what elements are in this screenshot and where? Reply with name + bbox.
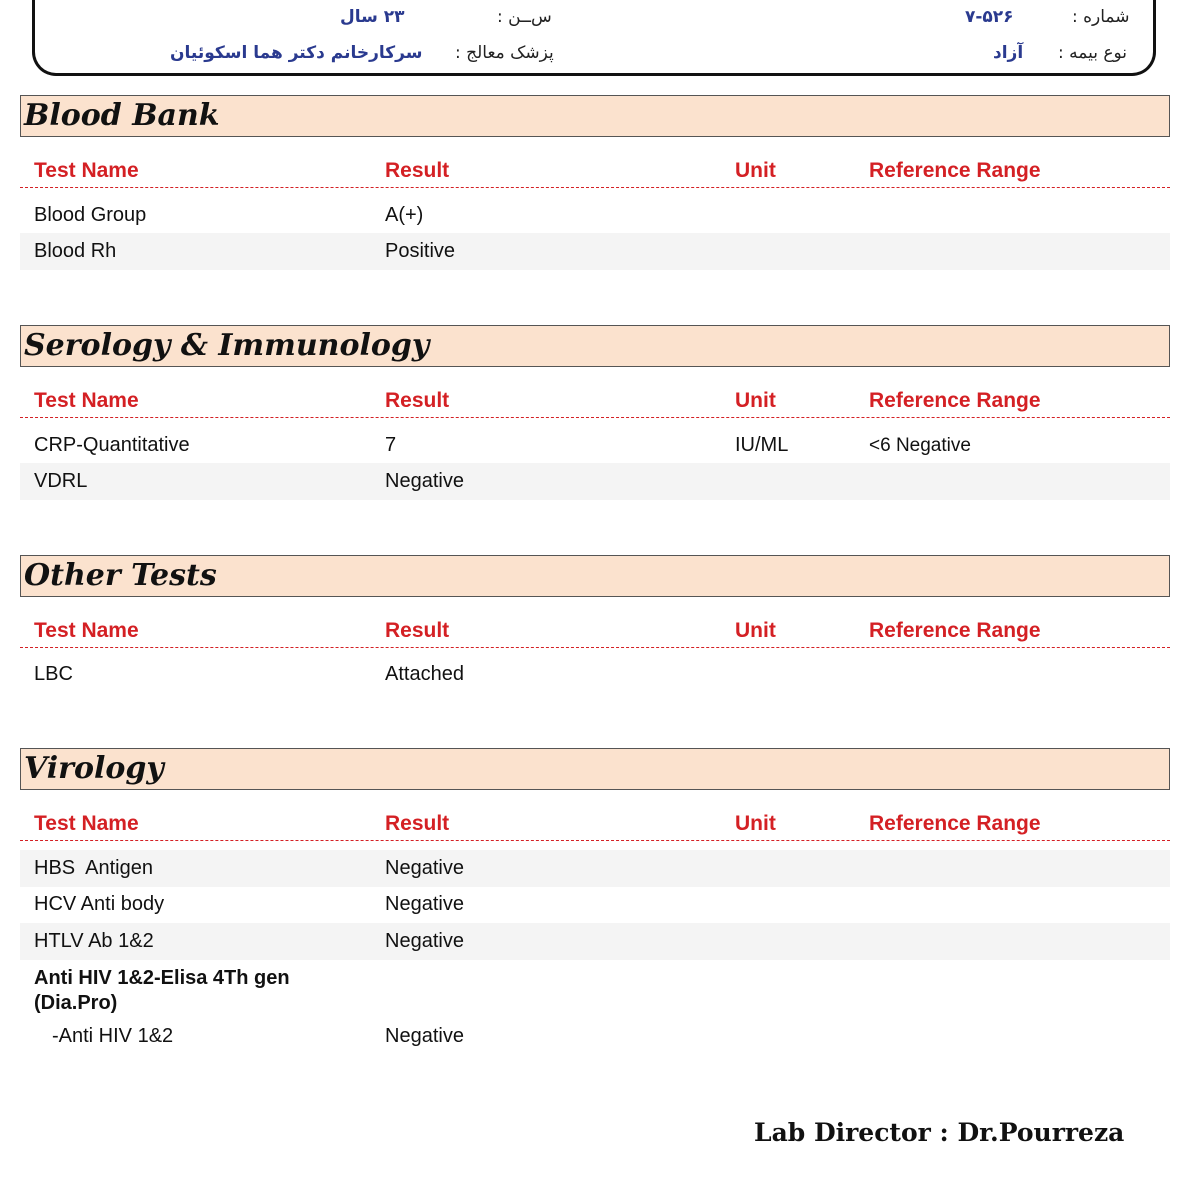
col-result: Result — [385, 389, 450, 412]
column-header-row — [20, 617, 1170, 648]
section-title-serology: Serology & Immunology — [20, 325, 1170, 367]
insurance-label: نوع بیمه : — [1058, 43, 1127, 63]
col-result: Result — [385, 159, 450, 182]
col-result: Result — [385, 619, 450, 642]
test-name: LBC — [34, 663, 73, 685]
table-row — [20, 886, 1170, 923]
test-result: Negative — [385, 857, 464, 879]
column-header-row — [20, 387, 1170, 418]
section-title-blood-bank: Blood Bank — [20, 95, 1170, 137]
test-result: Positive — [385, 240, 456, 262]
col-unit: Unit — [735, 159, 776, 182]
insurance-value: آزاد — [993, 43, 1024, 63]
age-value: ۲۳ سال — [340, 7, 405, 27]
number-value: ۷-۵۲۶ — [965, 7, 1014, 27]
test-name: HBS Antigen — [34, 857, 153, 879]
col-test-name: Test Name — [34, 619, 139, 642]
test-name: VDRL — [34, 470, 88, 492]
col-reference: Reference Range — [869, 619, 1041, 642]
col-unit: Unit — [735, 389, 776, 412]
table-row — [20, 962, 1170, 1022]
col-unit: Unit — [735, 812, 776, 835]
column-header-row — [20, 157, 1170, 188]
col-reference: Reference Range — [869, 389, 1041, 412]
col-test-name: Test Name — [34, 389, 139, 412]
table-row — [20, 850, 1170, 887]
col-reference: Reference Range — [869, 812, 1041, 835]
test-name: Blood Rh — [34, 240, 117, 262]
test-name: HCV Anti body — [34, 893, 165, 915]
test-result: A(+) — [385, 204, 424, 226]
age-label: س‌ــن : — [497, 7, 552, 27]
col-unit: Unit — [735, 619, 776, 642]
table-row — [20, 427, 1170, 464]
test-name: -Anti HIV 1&2 — [52, 1025, 174, 1047]
test-result: 7 — [385, 434, 397, 456]
col-result: Result — [385, 812, 450, 835]
column-header-row — [20, 810, 1170, 841]
col-test-name: Test Name — [34, 159, 139, 182]
test-result: Negative — [385, 470, 464, 492]
lab-director-signature: Lab Director : Dr.Pourreza — [754, 1118, 1125, 1147]
table-row — [20, 923, 1170, 960]
test-name: HTLV Ab 1&2 — [34, 930, 154, 952]
test-result: Negative — [385, 930, 464, 952]
table-row — [20, 1018, 1170, 1055]
doctor-value: سرکارخانم دکتر هما اسکوئیان — [170, 43, 423, 63]
test-result: Negative — [385, 893, 464, 915]
section-title-other-tests: Other Tests — [20, 555, 1170, 597]
test-unit: IU/ML — [735, 434, 789, 456]
table-row — [20, 233, 1170, 270]
table-row — [20, 656, 1170, 693]
test-result: Attached — [385, 663, 464, 685]
doctor-label: پزشک معالج : — [455, 43, 554, 63]
table-row — [20, 463, 1170, 500]
col-test-name: Test Name — [34, 812, 139, 835]
section-title-virology: Virology — [20, 748, 1170, 790]
number-label: شماره : — [1072, 7, 1130, 27]
test-name: Blood Group — [34, 204, 147, 226]
test-group-name: Anti HIV 1&2-Elisa 4Th gen (Dia.Pro) — [34, 967, 290, 1014]
test-result: Negative — [385, 1025, 464, 1047]
test-name: CRP-Quantitative — [34, 434, 190, 456]
table-row — [20, 197, 1170, 234]
test-reference: <6 Negative — [869, 435, 971, 456]
col-reference: Reference Range — [869, 159, 1041, 182]
